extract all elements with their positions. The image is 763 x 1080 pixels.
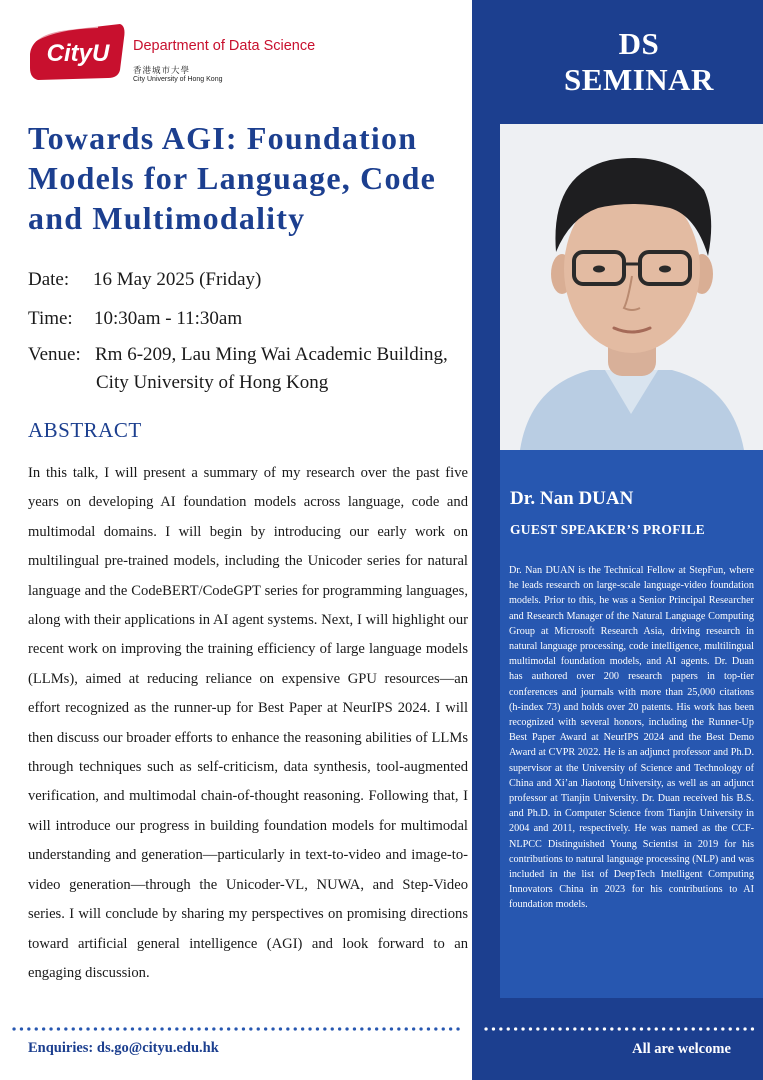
- talk-title: Towards AGI: Foundation Models for Language, Code and Multimodality: [28, 120, 437, 236]
- speaker-name: Dr. Nan DUAN: [510, 488, 634, 509]
- venue-line-1: Rm 6-209, Lau Ming Wai Academic Building,: [95, 344, 448, 365]
- university-name-english: City University of Hong Kong: [133, 76, 223, 83]
- venue-line-2: City University of Hong Kong: [96, 372, 329, 393]
- cityu-logo-text: CityU: [46, 40, 110, 67]
- seminar-line-2: SEMINAR: [564, 62, 714, 97]
- abstract-heading: ABSTRACT: [28, 418, 142, 442]
- footer-dotted-divider-right: [484, 1025, 756, 1033]
- cityu-logo: [28, 24, 128, 82]
- footer-dotted-divider-left: [12, 1025, 462, 1033]
- department-name: Department of Data Science: [133, 38, 316, 54]
- time-value: 10:30am - 11:30am: [94, 308, 243, 329]
- date-label: Date:: [28, 269, 70, 290]
- speaker-profile-heading: GUEST SPEAKER’S PROFILE: [510, 522, 705, 537]
- all-welcome-note: All are welcome: [632, 1041, 731, 1057]
- seminar-line-1: DS: [618, 26, 660, 61]
- university-name-chinese: 香港城市大學: [133, 66, 191, 76]
- speaker-photo: [500, 124, 763, 450]
- seminar-badge: [515, 26, 763, 98]
- abstract-text: In this talk, I will present a summary of my research over the past five years on developing AI foundation models across language, code and multimodal domains. I will begin by introducing our early work on multilingual pre-trained models, including the Unicoder series for natural language and the CodeBERT/CodeGPT series for programming languages, along with their applications in AI agent systems. Next, I will highlight our recent work on improving the training efficiency of large language models (LLMs), aimed at reducing reliance on expensive GPU resources—an effort recognized as the runner-up for Best Paper at NeurIPS 2024. I will then discuss our broader efforts to enhance the reasoning abilities of LLMs through techniques such as self-criticism, data synthesis, tool-augmented verification, and multimodal chain-of-thought reasoning. Following that, I will introduce our progress in building foundation models for multimodal understanding and generation—particularly in text-to-video and image-to-video generation—through the Unicoder-VL, NUWA, and Step-Video series. I will conclude by sharing my perspectives on promising directions toward artificial general intelligence (AGI) and look forward to an engaging discussion.: [28, 465, 468, 981]
- speaker-portrait-illustration: [500, 124, 763, 450]
- venue-label: Venue:: [28, 344, 81, 365]
- date-value: 16 May 2025 (Friday): [93, 269, 262, 290]
- time-label: Time:: [28, 308, 73, 329]
- enquiries-contact: Enquiries: ds.go@cityu.edu.hk: [28, 1040, 219, 1056]
- speaker-profile-text: Dr. Nan DUAN is the Technical Fellow at StepFun, where he leads research on large-scale language-video foundation models. Prior to this, he was a Senior Principal Researcher and Research Manager of the Natural Language Computing Group at Microsoft Research Asia, driving research in natural language processing, code intelligence, multilingual multimodal foundation models, and AI agents. Dr. Duan has authored over 200 research papers in top-tier conferences and journals with more than 25,000 citations (h-index 73) and holds over 20 patents. His work has been recognized with several honors, including the Runner-Up Best Paper Award at NeurIPS 2024 and the Best Demo Award at CVPR 2022. He is an adjunct professor and Ph.D. supervisor at the University of Science and Technology of China and Xi’an Jiaotong University, as well as an adjunct professor at Tianjin University. Dr. Duan received his B.S. and Ph.D. in Computer Science from Tianjin University in 2004 and 2011, respectively. He was named as the CCF-NLPCC Distinguished Young Scientist in 2019 for his contributions to natural language processing (NLP) and was included in the list of DeepTech Intelligent Computing Innovators China in 2023 for his contributions to AI foundation models.: [509, 565, 754, 911]
